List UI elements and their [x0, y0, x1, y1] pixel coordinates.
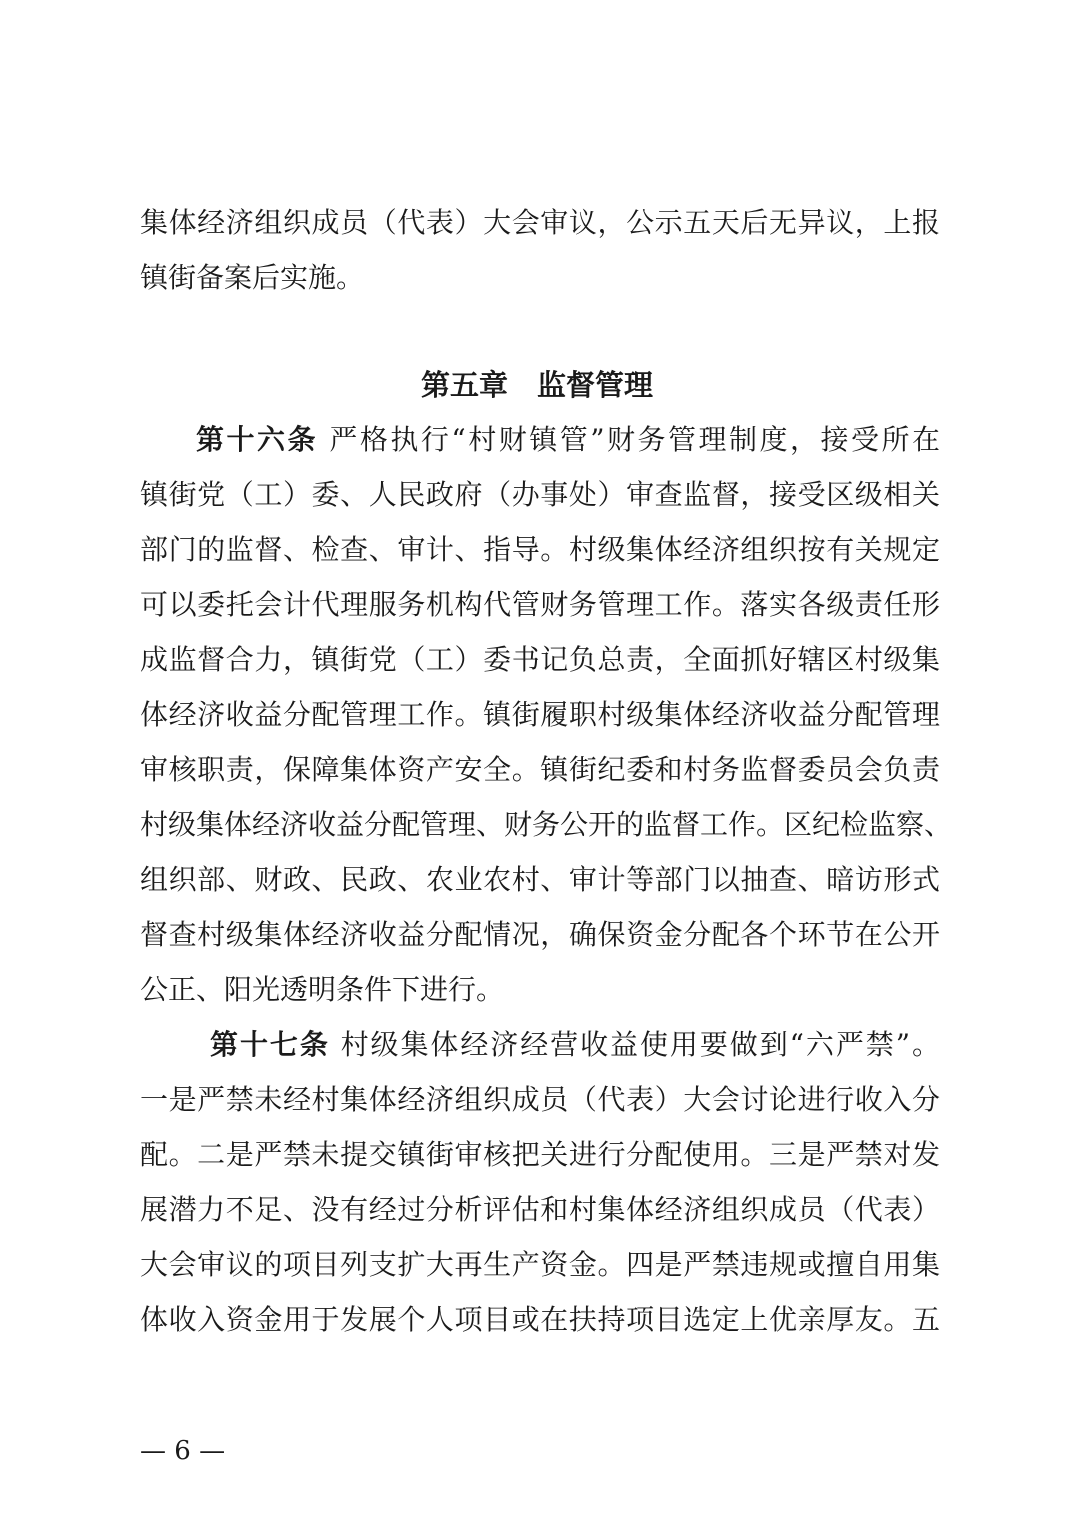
article16-first-text: 严格执行“村财镇管”财务管理制度，接受所在: [329, 423, 940, 456]
article16-line: 公正、阳光透明条件下进行。: [140, 973, 505, 1006]
article16-label: 第十六条: [196, 423, 318, 456]
article17-first-line: [210, 1027, 940, 1063]
continuation-line-2: 镇街备案后实施。: [140, 261, 365, 294]
article16-line: 镇街党（工）委、人民政府（办事处）审查监督，接受区级相关: [140, 478, 940, 511]
article17-line: 一是严禁未经村集体经济组织成员（代表）大会讨论进行收入分: [140, 1083, 940, 1116]
article16-line: 部门的监督、检查、审计、指导。村级集体经济组织按有关规定: [140, 533, 940, 566]
article16-first-line: [196, 422, 940, 458]
article16-line: 督查村级集体经济收益分配情况，确保资金分配各个环节在公开: [140, 918, 940, 951]
article16-line: 成监督合力，镇街党（工）委书记负总责，全面抓好辖区村级集: [140, 643, 940, 676]
article17-first-text: 村级集体经济经营收益使用要做到“六严禁”。: [340, 1028, 940, 1061]
page-number: — 6 —: [140, 1436, 226, 1466]
article16-line: 组织部、财政、民政、农业农村、审计等部门以抽查、暗访形式: [140, 863, 940, 896]
article16-line: 审核职责，保障集体资产安全。镇街纪委和村务监督委员会负责: [140, 753, 940, 786]
article17-line: 展潜力不足、没有经过分析评估和村集体经济组织成员（代表）: [140, 1193, 940, 1226]
article17-line: 体收入资金用于发展个人项目或在扶持项目选定上优亲厚友。五: [140, 1303, 940, 1336]
article17-label: 第十七条: [210, 1028, 330, 1061]
article16-line: 体经济收益分配管理工作。镇街履职村级集体经济收益分配管理: [140, 698, 940, 731]
article17-line: 配。二是严禁未提交镇街审核把关进行分配使用。三是严禁对发: [140, 1138, 940, 1171]
article16-line: 村级集体经济收益分配管理、财务公开的监督工作。区纪检监察、: [140, 808, 953, 841]
chapter-title: 第五章 监督管理: [420, 368, 653, 402]
article17-line: 大会审议的项目列支扩大再生产资金。四是严禁违规或擅自用集: [140, 1248, 940, 1281]
article16-line: 可以委托会计代理服务机构代管财务管理工作。落实各级责任形: [140, 588, 940, 621]
continuation-line-1: 集体经济组织成员（代表）大会审议，公示五天后无异议，上报: [140, 206, 940, 239]
